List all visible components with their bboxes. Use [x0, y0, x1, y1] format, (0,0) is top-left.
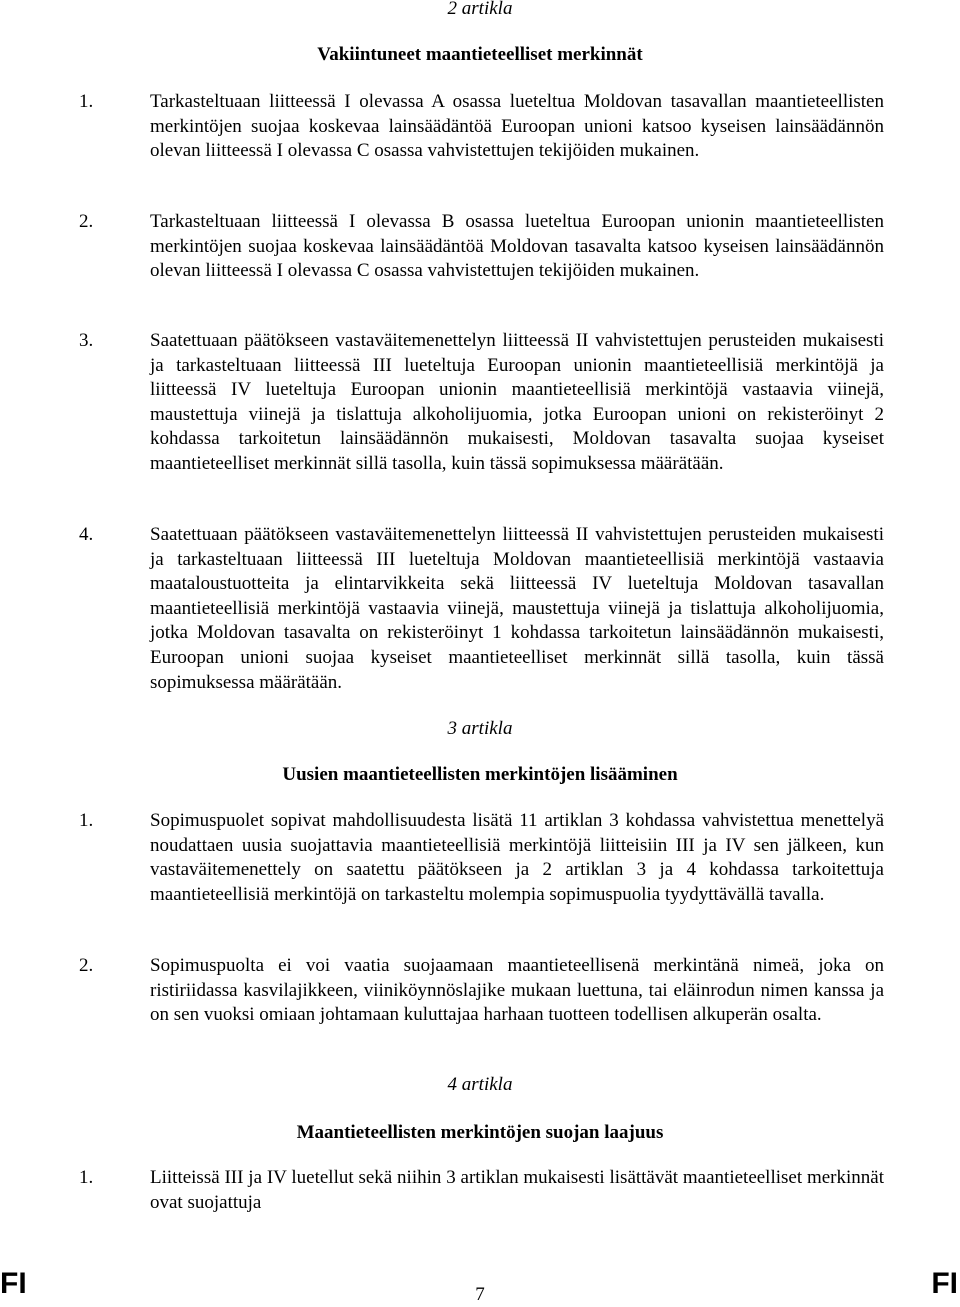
page-number: 7	[475, 1284, 485, 1305]
paragraph-text: Tarkasteltuaan liitteessä I olevassa B osassa lueteltua Euroopan unionin maantieteellisten merkintöjen suojaa koskevaa lainsäädäntöä Moldovan tasavalta katsoo kyseisen lainsäädännön olevan liitteessä I olevassa C osassa vahvistettujen tekijöiden mukainen.	[150, 211, 884, 282]
paragraph-text: Sopimuspuolet sopivat mahdollisuudesta lisätä 11 artiklan 3 kohdassa vahvistettua menettelyä noudattaen uusia suojattavia maantieteellisiä merkintöjä liitteisiin III ja IV sen jälkeen, kun vastaväitemenettely on saatettu päätökseen ja 2 artiklan 3 ja 4 kohdassa tarkoitettuja maantieteellisiä merkintöjä on tarkasteltu molempia sopimuspuolia tyydyttävällä tavalla.	[150, 810, 884, 905]
article-2-heading: 2 artikla	[447, 0, 513, 19]
paragraph-text: Tarkasteltuaan liitteessä I olevassa A osassa lueteltua Moldovan tasavallan maantieteellisten merkintöjen suojaa koskevaa lainsäädäntöä Euroopan unioni katsoo kyseisen lainsäädännön olevan liitteessä I olevassa C osassa vahvistettujen tekijöiden mukainen.	[150, 91, 884, 162]
language-code-right: FI	[931, 1267, 958, 1300]
paragraph-number: 1.	[79, 1167, 94, 1188]
paragraph-number: 3.	[79, 330, 94, 351]
language-code-left: FI	[0, 1267, 27, 1300]
paragraph-text: Saatettuaan päätökseen vastaväitemenettelyn liitteessä II vahvistettujen perusteiden mukaisesti ja tarkasteltuaan liitteessä III lueteltuja Moldovan maantieteellisiä merkintöjä vastaavia maataloustuotteita ja elintarvikkeita sekä liitteessä IV lueteltuja Moldovan tasavallan maantieteellisiä merkintöjä vastaavia viinejä, maustettuja viinejä ja tislattuja alkoholijuomia, jotka Moldovan tasavalta on rekisteröinyt 1 kohdassa tarkoitetun lainsäädännön mukaisesti, Euroopan unioni suojaa kyseiset maantieteelliset merkinnät sillä tasolla, kuin tässä sopimuksessa määrätään.	[150, 524, 884, 693]
paragraph-number: 2.	[79, 211, 94, 232]
paragraph-text: Liitteissä III ja IV luetellut sekä niihin 3 artiklan mukaisesti lisättävät maantieteelliset merkinnät ovat suojattuja	[150, 1167, 884, 1213]
article-2-title: Vakiintuneet maantieteelliset merkinnät	[317, 44, 643, 65]
paragraph-number: 1.	[79, 91, 94, 112]
paragraph-text: Saatettuaan päätökseen vastaväitemenettelyn liitteessä II vahvistettujen perusteiden mukaisesti ja tarkasteltuaan liitteessä III lueteltuja Euroopan unionin maantieteellisiä merkintöjä ja liitteessä IV lueteltuja Euroopan unionin maantieteellisiä merkintöjä vastaavia viinejä, maustettuja viinejä ja tislattuja alkoholijuomia, jotka Euroopan unioni on rekisteröinyt 2 kohdassa tarkoitetun lainsäädännön mukaisesti, Moldovan tasavalta suojaa kyseiset maantieteelliset merkinnät sillä tasolla, kuin tässä sopimuksessa määrätään.	[150, 330, 884, 474]
paragraph-number: 4.	[79, 524, 94, 545]
article-4-heading: 4 artikla	[447, 1074, 513, 1095]
article-4-title: Maantieteellisten merkintöjen suojan laajuus	[296, 1122, 664, 1143]
paragraph-number: 1.	[79, 810, 94, 831]
article-3-title: Uusien maantieteellisten merkintöjen lisääminen	[282, 764, 678, 785]
article-3-heading: 3 artikla	[447, 718, 513, 739]
paragraph-number: 2.	[79, 955, 94, 976]
paragraph-text: Sopimuspuolta ei voi vaatia suojaamaan maantieteellisenä merkintänä nimeä, joka on ristiriidassa kasvilajikkeen, viiniköynnöslajike mukaan luettuna, tai eläinrodun nimen kanssa ja on sen vuoksi omiaan johtamaan kuluttajaa harhaan tuotteen todellisen alkuperän osalta.	[150, 955, 884, 1026]
